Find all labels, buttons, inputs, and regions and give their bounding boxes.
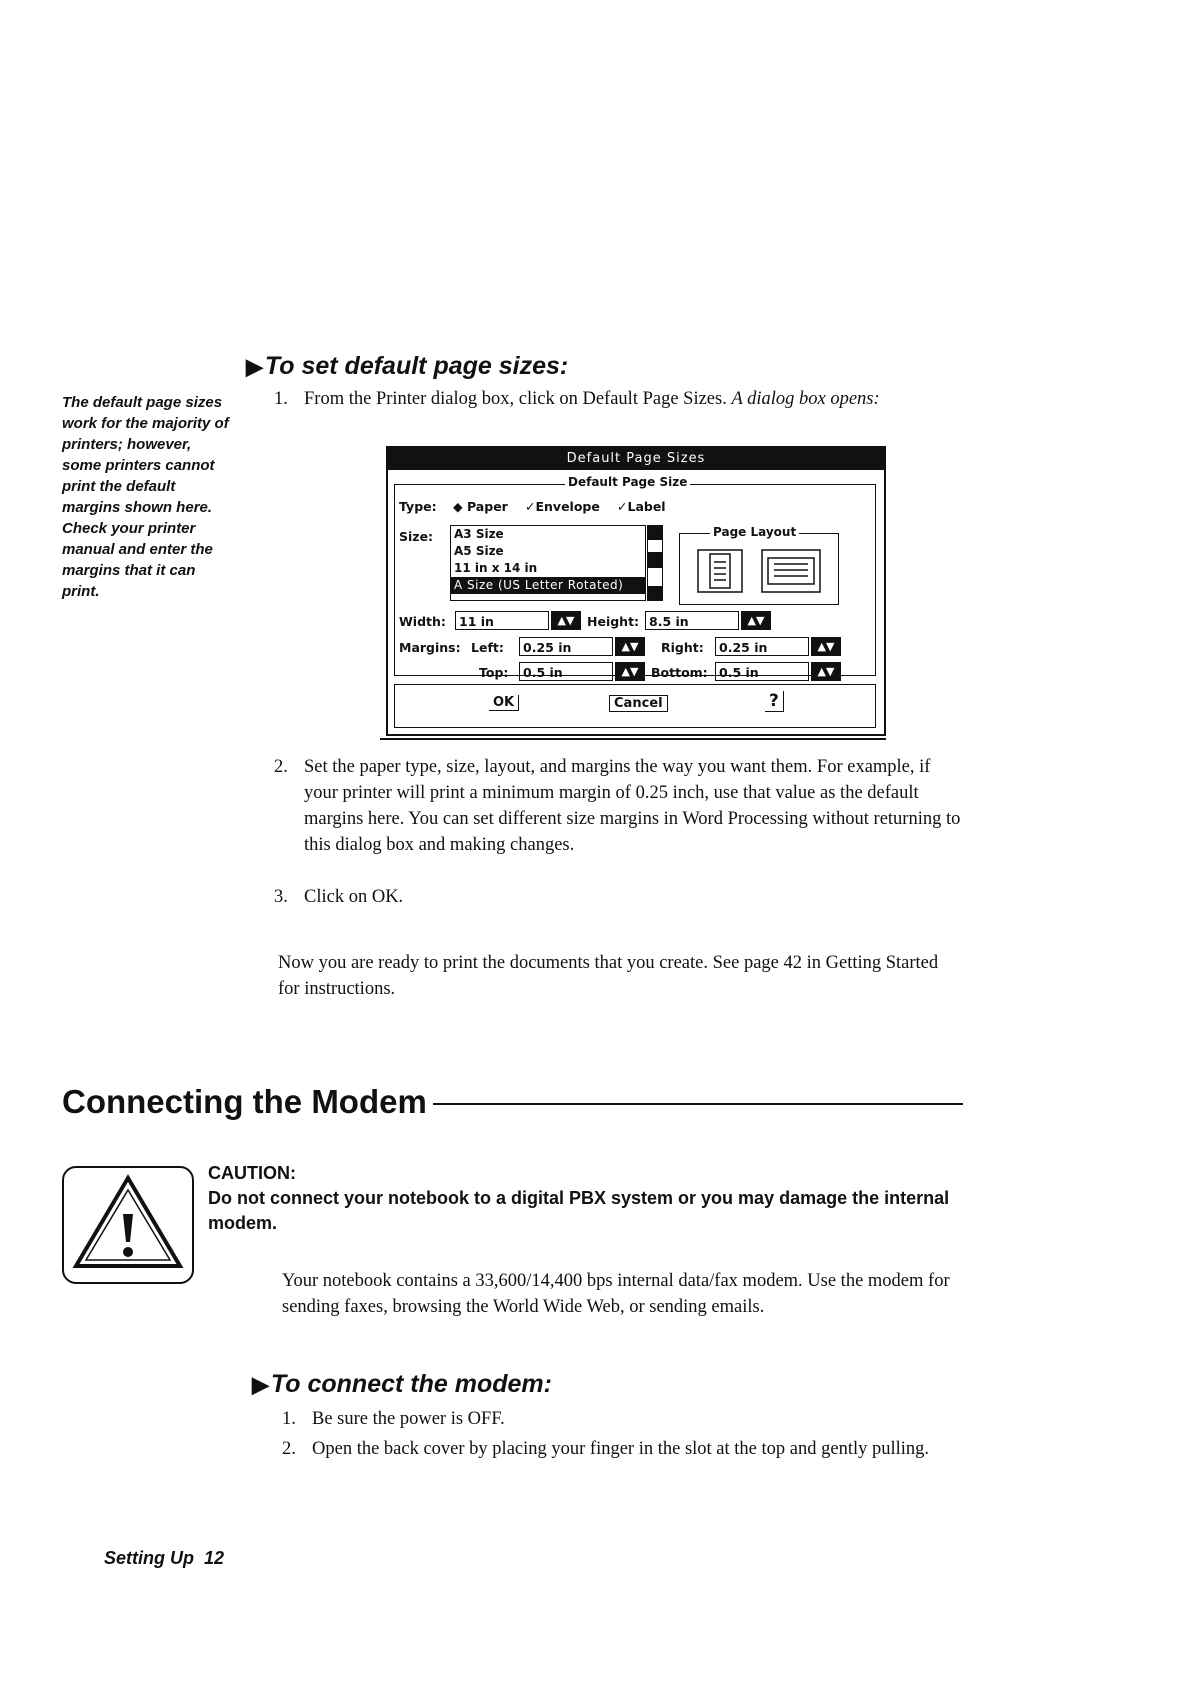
bottom-margin-spinner-icon[interactable]: ▲▼ — [811, 662, 841, 681]
bottom-margin-label: Bottom: — [651, 665, 708, 680]
side-note-line: work for the majority of — [62, 415, 229, 432]
procedure-heading-default-page-sizes — [246, 352, 568, 381]
checkmark-icon: ✓ — [525, 499, 536, 514]
default-page-sizes-dialog — [386, 446, 886, 736]
left-margin-spinner-icon[interactable]: ▲▼ — [615, 637, 645, 656]
type-option-envelope[interactable] — [525, 499, 600, 514]
side-note-line: margins shown here. — [62, 499, 213, 516]
modem-step-1 — [282, 1406, 942, 1432]
page-layout-label: Page Layout — [710, 525, 799, 539]
footer-section: Setting Up — [104, 1548, 194, 1568]
type-option-label: Label — [627, 499, 666, 514]
size-label: Size: — [399, 529, 434, 544]
section-title: Connecting the Modem — [62, 1083, 427, 1120]
type-option-label: Envelope — [535, 499, 600, 514]
size-list-item-selected[interactable]: A Size (US Letter Rotated) — [451, 577, 645, 594]
side-note-line: print the default — [62, 478, 176, 495]
side-note — [62, 392, 252, 602]
group-label: Default Page Size — [565, 475, 690, 489]
default-page-size-group — [394, 475, 876, 680]
warning-triangle-icon — [64, 1168, 192, 1282]
scroll-thumb[interactable] — [648, 552, 662, 568]
top-margin-field[interactable]: 0.5 in — [519, 662, 613, 681]
page-number: 12 — [204, 1548, 225, 1568]
ok-button[interactable]: OK — [489, 695, 519, 711]
side-note-line: The default page sizes — [62, 394, 223, 411]
height-field[interactable]: 8.5 in — [645, 611, 739, 630]
width-label: Width: — [399, 614, 446, 629]
dialog-button-bar — [394, 684, 876, 728]
step-text: Set the paper type, size, layout, and margins the way you want them. For example, if your printer will print a minimum margin of 0.25 inch, use that value as the default margins here. You can set different size margins in Word Processing without returning to this dialog box and making changes. — [304, 757, 961, 855]
radio-selected-icon: ◆ — [453, 499, 463, 514]
step-2 — [274, 754, 964, 858]
cancel-button[interactable]: Cancel — [609, 695, 668, 712]
width-spinner-icon[interactable]: ▲▼ — [551, 611, 581, 630]
step-number: 3. — [274, 887, 288, 907]
bottom-margin-field[interactable]: 0.5 in — [715, 662, 809, 681]
right-margin-label: Right: — [661, 640, 704, 655]
type-option-paper[interactable] — [453, 499, 508, 514]
step-text-italic: A dialog box opens: — [731, 389, 880, 409]
size-list[interactable] — [450, 525, 646, 601]
page-footer — [104, 1548, 224, 1569]
left-margin-field[interactable]: 0.25 in — [519, 637, 613, 656]
step-number: 2. — [274, 757, 288, 777]
caution-block — [208, 1161, 968, 1236]
step-1 — [274, 386, 914, 412]
side-note-line: some printers cannot — [62, 457, 215, 474]
side-note-line: margins that it can — [62, 562, 196, 579]
procedure-heading-text: To set default page sizes: — [264, 352, 569, 380]
help-button[interactable]: ? — [765, 691, 784, 712]
size-list-item[interactable]: 11 in x 14 in — [454, 561, 538, 575]
procedure-heading-connect-modem — [252, 1370, 552, 1399]
step-number: 1. — [282, 1409, 296, 1429]
procedure-heading-text: To connect the modem: — [270, 1370, 552, 1398]
height-spinner-icon[interactable]: ▲▼ — [741, 611, 771, 630]
left-margin-label: Left: — [471, 640, 504, 655]
landscape-layout-icon[interactable] — [762, 550, 820, 592]
portrait-layout-icon[interactable] — [698, 550, 742, 592]
top-margin-label: Top: — [479, 665, 509, 680]
top-margin-spinner-icon[interactable]: ▲▼ — [615, 662, 645, 681]
type-option-label-type[interactable] — [617, 499, 666, 514]
height-label: Height: — [587, 614, 640, 629]
side-note-line: Check your printer — [62, 520, 196, 537]
checkmark-icon: ✓ — [617, 499, 628, 514]
caution-heading: CAUTION: — [208, 1163, 296, 1183]
section-rule — [433, 1103, 963, 1105]
type-option-label: Paper — [466, 499, 508, 514]
side-note-line: printers; however, — [62, 436, 192, 453]
right-margin-spinner-icon[interactable]: ▲▼ — [811, 637, 841, 656]
right-margin-field[interactable]: 0.25 in — [715, 637, 809, 656]
ready-paragraph: Now you are ready to print the documents that you create. See page 42 in Getting Started for instructions. — [278, 953, 939, 999]
page-layout-options — [680, 534, 838, 604]
caution-text: Do not connect your notebook to a digital PBX system or you may damage the internal modem. — [208, 1188, 950, 1233]
page-layout-group — [679, 525, 839, 605]
scroll-up-icon[interactable] — [648, 526, 662, 540]
step-text: Click on OK. — [304, 887, 404, 907]
size-list-scrollbar[interactable] — [647, 525, 663, 601]
width-field[interactable]: 11 in — [455, 611, 549, 630]
arrow-right-icon: ▶ — [252, 1372, 269, 1397]
step-number: 1. — [274, 389, 288, 409]
warning-icon — [62, 1166, 194, 1284]
step-text: From the Printer dialog box, click on Default Page Sizes. — [304, 389, 727, 409]
side-note-line: manual and enter the — [62, 541, 213, 558]
type-label: Type: — [399, 499, 437, 514]
modem-paragraph: Your notebook contains a 33,600/14,400 bps internal data/fax modem. Use the modem for sending faxes, browsing the World Wide Web, or sending emails. — [282, 1271, 950, 1317]
dialog-title: Default Page Sizes — [388, 448, 884, 470]
side-note-line: print. — [62, 583, 100, 600]
margins-label: Margins: — [399, 640, 461, 655]
size-list-item[interactable]: A3 Size — [454, 527, 504, 541]
arrow-right-icon: ▶ — [246, 354, 263, 379]
modem-step-2 — [282, 1436, 942, 1462]
step-text: Be sure the power is OFF. — [312, 1409, 505, 1429]
scroll-down-icon[interactable] — [648, 586, 662, 600]
step-text: Open the back cover by placing your finger in the slot at the top and gently pulling. — [312, 1439, 930, 1459]
step-number: 2. — [282, 1439, 296, 1459]
dialog-underline — [380, 738, 886, 740]
step-3 — [274, 884, 914, 910]
size-list-item[interactable]: A5 Size — [454, 544, 504, 558]
